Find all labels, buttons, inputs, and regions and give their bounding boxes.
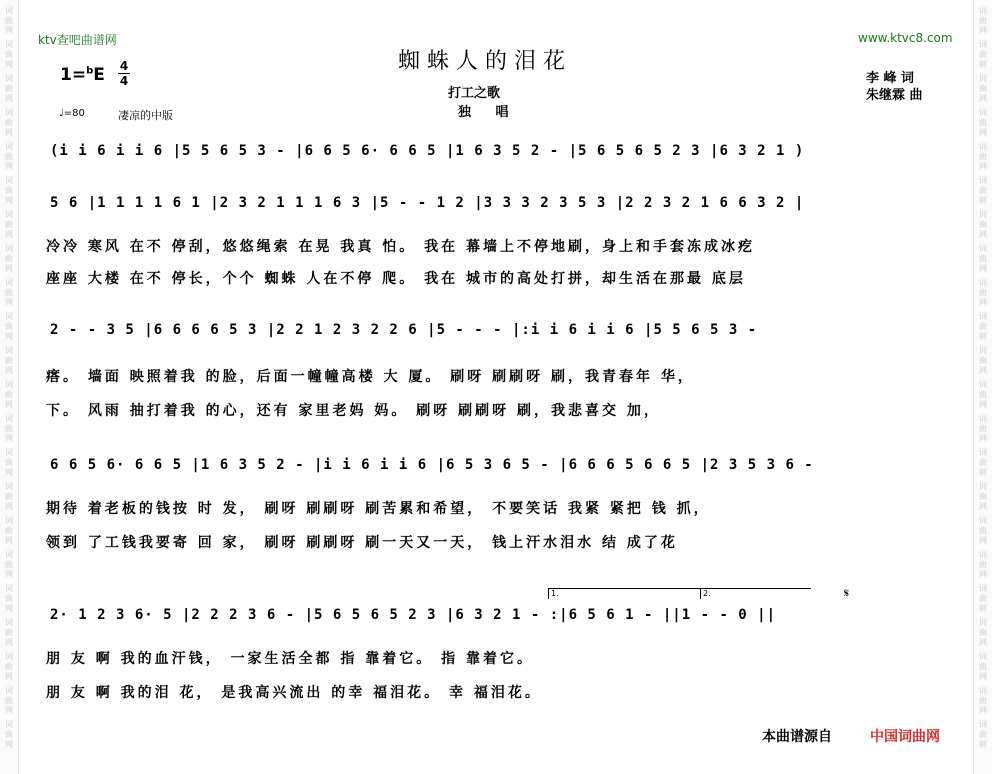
score-line-5-lyric-verse2: 朋 友 啊 我的泪 花， 是我高兴流出 的幸 福泪花。 幸 福泪花。 (46, 685, 542, 701)
watermark-glyph: 词曲网 (5, 720, 13, 749)
right-watermark-strip (973, 0, 992, 774)
key-prefix: 1= (60, 65, 87, 85)
watermark-glyph: 词曲网 (5, 652, 13, 681)
volta-bracket-2: 2. (700, 588, 811, 599)
watermark-glyph: 词曲网 (5, 516, 13, 545)
composer-credit: 朱继霖 曲 (866, 88, 923, 103)
song-title: 蜘蛛人的泪花 (398, 49, 573, 74)
watermark-glyph: 词曲网 (5, 482, 13, 511)
score-line-3-lyric-verse1: 瘩。 墙面 映照着我 的脸，后面一幢幢高楼 大 厦。 刷呀 刷刷呀 刷，我青春年 华， (46, 369, 695, 385)
watermark-glyph: 词曲网 (5, 210, 13, 239)
score-line-5-lyric-verse1: 朋 友 啊 我的血汗钱， 一家生活全都 指 靠着它。 指 靠着它。 (46, 651, 534, 667)
time-top: 4 (119, 59, 129, 73)
watermark-glyph: 词曲网 (5, 278, 13, 307)
score-line-1-notes: (i i 6 i i 6 |5 5 6 5 3 - |6 6 5 6· 6 6 5 |1 6 3 5 2 - |5 6 5 6 5 2 3 |6 3 2 1 ) (50, 143, 805, 159)
score-line-3-lyric-verse2: 下。 风雨 抽打着我 的心，还有 家里老妈 妈。 刷呀 刷刷呀 刷，我悲喜交 加， (46, 403, 661, 419)
watermark-glyph: 词曲网 (979, 108, 987, 137)
watermark-glyph: 词曲网 (5, 244, 13, 273)
watermark-glyph: 词曲网 (5, 6, 13, 35)
performance-type: 独 唱 (458, 105, 519, 120)
segno-sign: 𝄋 (844, 586, 850, 600)
watermark-glyph: 词曲网 (979, 584, 987, 613)
time-bottom: 4 (119, 74, 129, 88)
watermark-glyph: 词曲网 (5, 108, 13, 137)
volta-bracket-1: 1. (548, 588, 701, 599)
watermark-glyph: 词曲网 (5, 550, 13, 579)
watermark-glyph: 词曲网 (979, 414, 987, 443)
song-subtitle: 打工之歌 (448, 86, 501, 101)
watermark-glyph: 词曲网 (979, 346, 987, 375)
watermark-glyph: 词曲网 (979, 380, 987, 409)
watermark-glyph: 词曲网 (5, 142, 13, 171)
score-line-4-lyric-verse1: 期待 着老板的钱按 时 发， 刷呀 刷刷呀 刷苦累和希望， 不要笑话 我紧 紧把 钱 抓， (46, 501, 711, 517)
score-line-5-notes: 2· 1 2 3 6· 5 |2 2 2 3 6 - |5 6 5 6 5 2 3 |6 3 2 1 - :|6 5 6 1 - ||1 - - 0 || (50, 607, 777, 623)
time-signature (118, 60, 130, 87)
score-line-3-notes: 2 - - 3 5 |6 6 6 6 5 3 |2 2 1 2 3 2 2 6 |5 - - - |:i i 6 i i 6 |5 5 6 5 3 - (50, 322, 758, 338)
watermark-glyph: 词曲网 (979, 312, 987, 341)
tempo-marking: ♩=80 (59, 108, 85, 119)
watermark-glyph: 词曲网 (979, 176, 987, 205)
site-url-right: www.ktvc8.com (858, 31, 953, 45)
watermark-glyph: 词曲网 (979, 278, 987, 307)
watermark-glyph: 词曲网 (979, 6, 987, 35)
watermark-glyph: 词曲网 (5, 312, 13, 341)
key-flat: b (86, 65, 94, 77)
source-label: 本曲谱源自 (762, 729, 832, 745)
credits (866, 70, 923, 104)
lyricist-credit: 李 峰 词 (866, 71, 915, 86)
mood-marking: 凄凉的中版 (118, 109, 173, 122)
score-line-2-notes: 5 6 |1 1 1 1 6 1 |2 3 2 1 1 1 6 3 |5 - - 1 2 |3 3 3 2 3 5 3 |2 2 3 2 1 6 6 3 2 | (50, 195, 805, 211)
score-line-4-notes: 6 6 5 6· 6 6 5 |1 6 3 5 2 - |i i 6 i i 6 |6 5 3 6 5 - |6 6 6 5 6 6 5 |2 3 5 3 6 - (50, 457, 814, 473)
site-name-left: ktv查吧曲谱网 (38, 33, 117, 47)
watermark-glyph: 词曲网 (5, 176, 13, 205)
watermark-glyph: 词曲网 (979, 686, 987, 715)
watermark-glyph: 词曲网 (5, 584, 13, 613)
watermark-glyph: 词曲网 (979, 516, 987, 545)
watermark-glyph: 词曲网 (979, 448, 987, 477)
watermark-glyph: 词曲网 (979, 74, 987, 103)
watermark-glyph: 词曲网 (5, 40, 13, 69)
watermark-glyph: 词曲网 (5, 414, 13, 443)
source-brand-link[interactable]: 中国词曲网 (870, 729, 940, 745)
watermark-glyph: 词曲网 (979, 244, 987, 273)
score-line-4-lyric-verse2: 领到 了工钱我要寄 回 家， 刷呀 刷刷呀 刷一天又一天， 钱上汗水泪水 结 成了花 (46, 535, 678, 551)
score-line-2-lyric-verse2: 座座 大楼 在不 停长，个个 蜘蛛 人在不停 爬。 我在 城市的高处打拼，却生活在那最 底层 (46, 271, 746, 287)
watermark-glyph: 词曲网 (5, 74, 13, 103)
watermark-glyph: 词曲网 (979, 618, 987, 647)
watermark-glyph: 词曲网 (5, 346, 13, 375)
left-watermark-strip (0, 0, 19, 774)
watermark-glyph: 词曲网 (979, 550, 987, 579)
watermark-glyph: 词曲网 (979, 652, 987, 681)
watermark-glyph: 词曲网 (979, 210, 987, 239)
score-line-2-lyric-verse1: 冷冷 寒风 在不 停刮，悠悠绳索 在晃 我真 怕。 我在 幕墙上不停地刷，身上和手套冻成冰疙 (46, 239, 755, 255)
watermark-glyph: 词曲网 (5, 618, 13, 647)
key-signature (60, 65, 105, 85)
watermark-glyph: 词曲网 (979, 142, 987, 171)
watermark-glyph: 词曲网 (979, 482, 987, 511)
watermark-glyph: 词曲网 (5, 380, 13, 409)
key-letter: E (93, 65, 105, 85)
watermark-glyph: 词曲网 (979, 40, 987, 69)
watermark-glyph: 词曲网 (5, 448, 13, 477)
watermark-glyph: 词曲网 (5, 686, 13, 715)
watermark-glyph: 词曲网 (979, 720, 987, 749)
